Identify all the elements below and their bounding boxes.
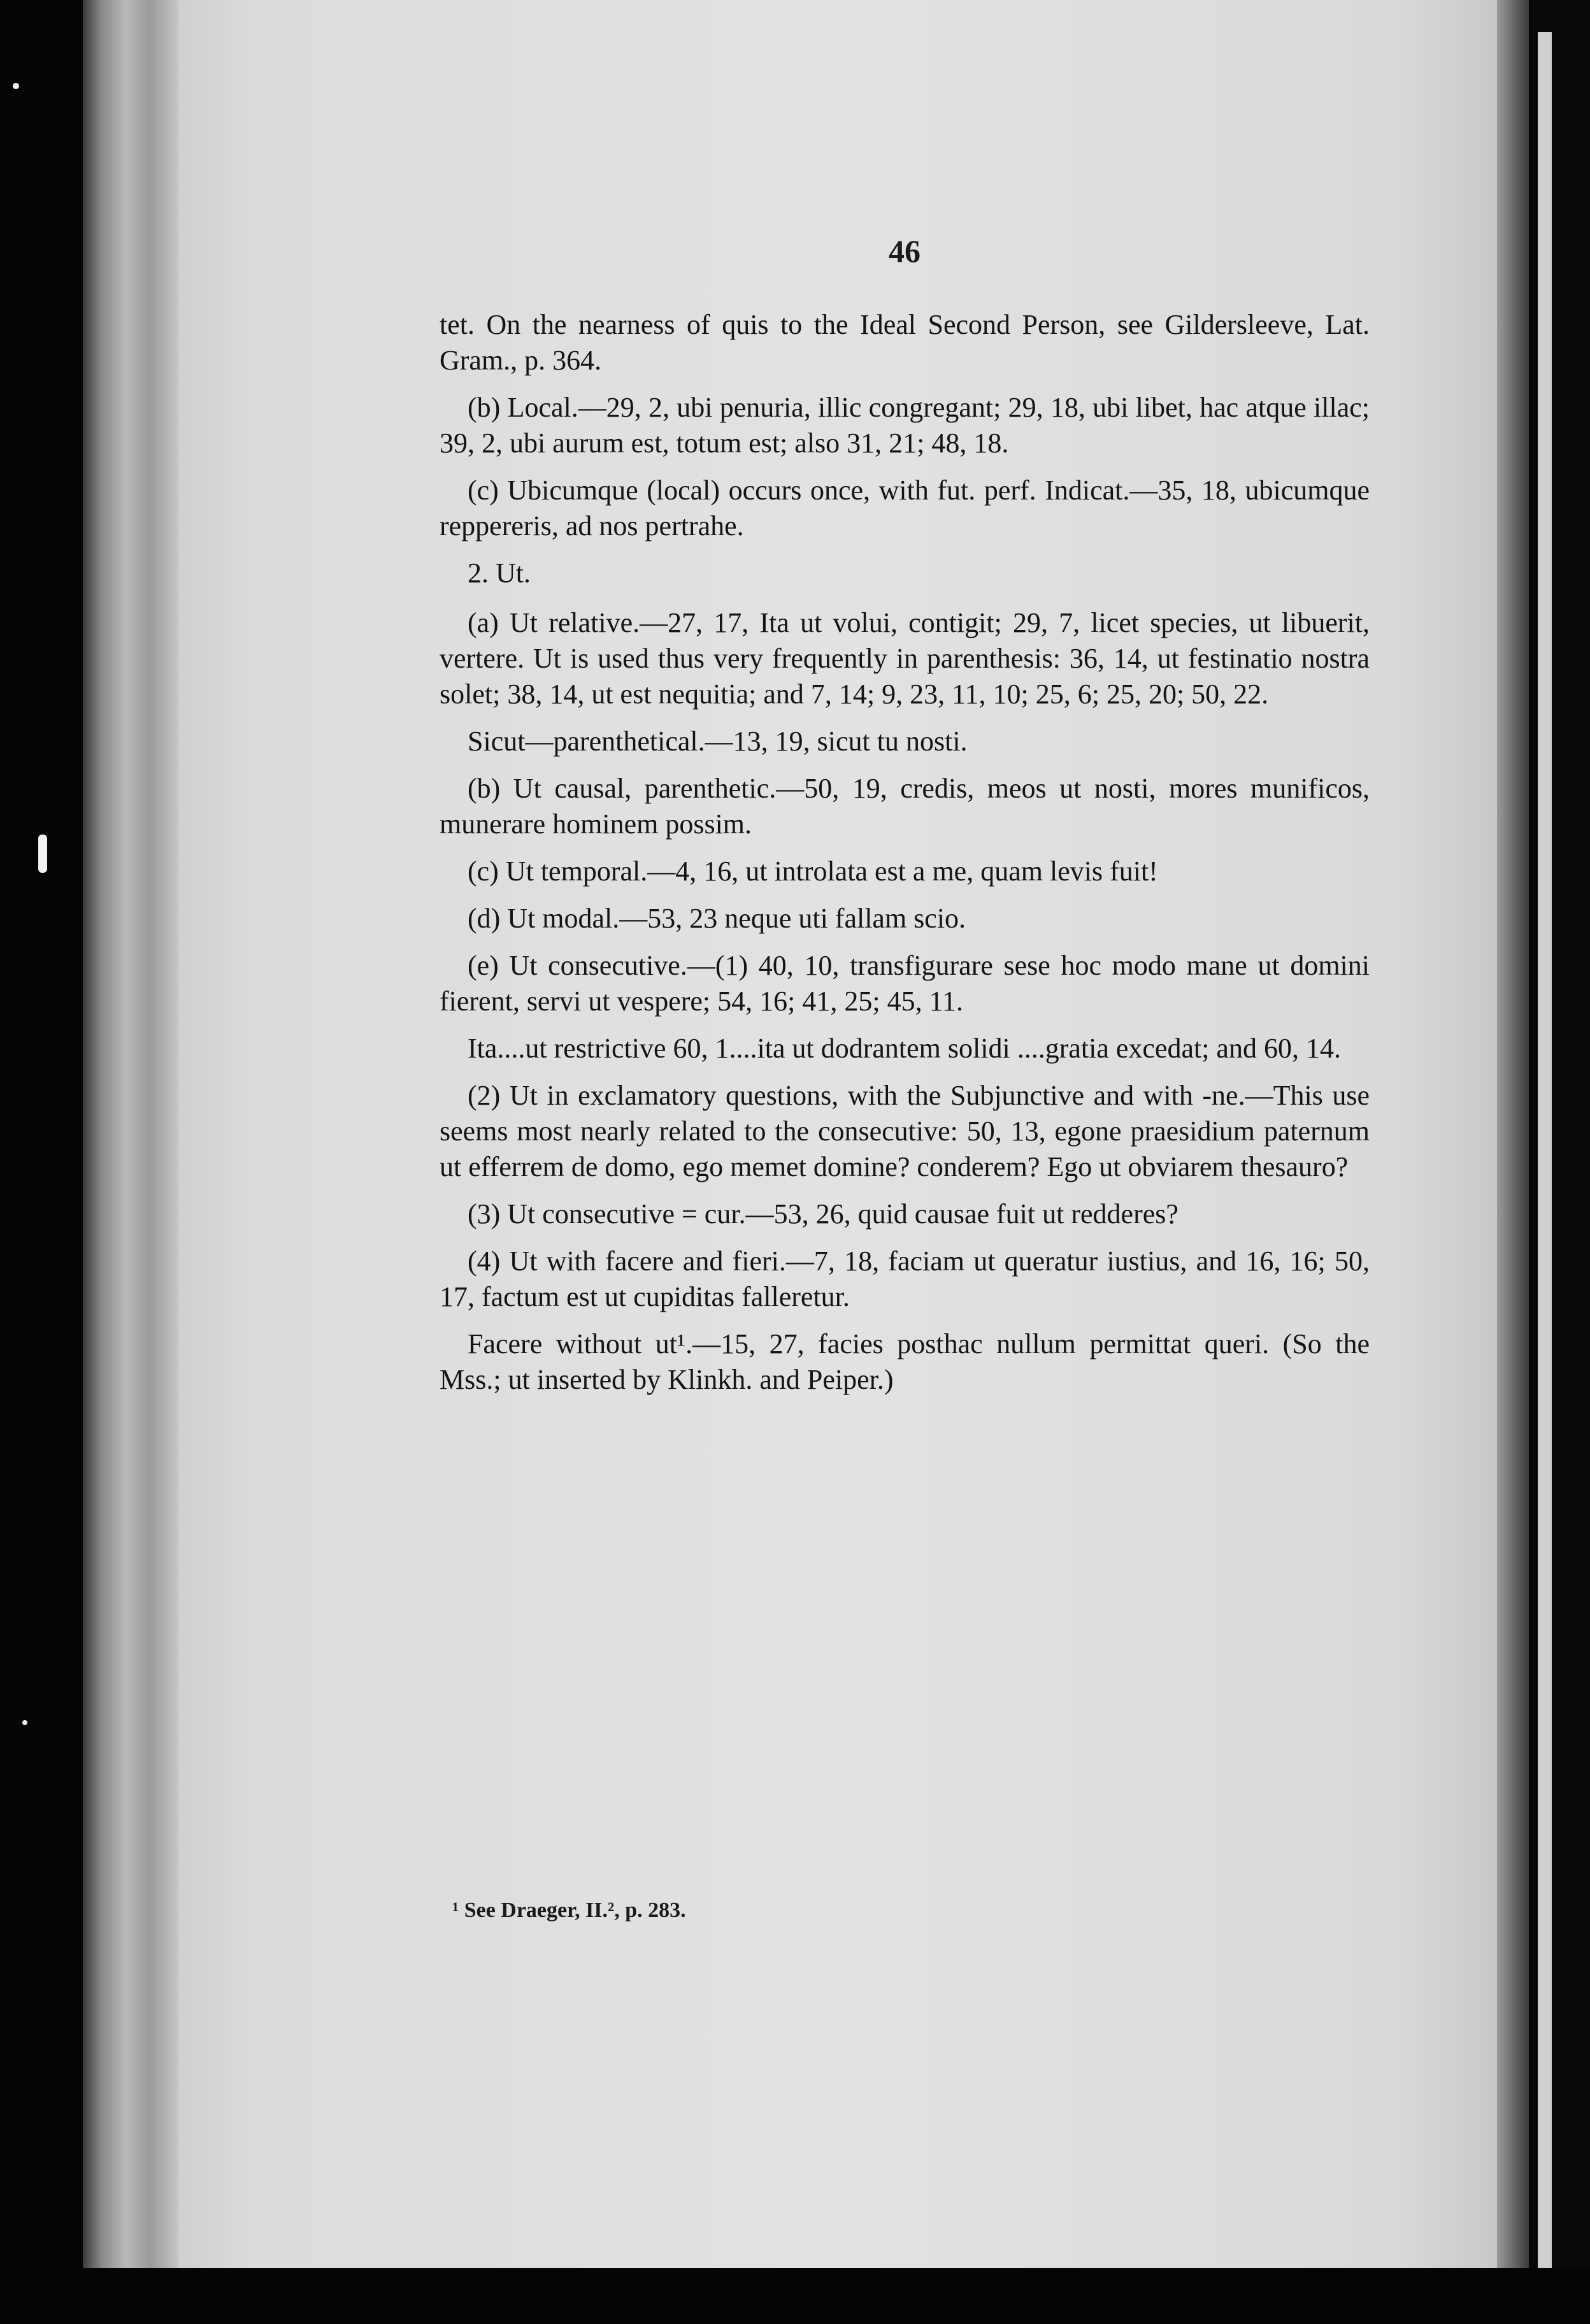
paragraph-ita-ut: Ita....ut restrictive 60, 1....ita ut dodrantem solidi ....gratia excedat; and 60, 14.	[468, 1033, 1341, 1064]
paragraph-facere-without-ut: Facere without ut¹.—15, 27, facies posthac nullum permittat queri. (So the Mss.; ut inserted by Klinkh. and Peiper.)	[440, 1328, 1370, 1395]
paragraph-ut-consecutive: (e) Ut consecutive.—(1) 40, 10, transfigurare sese hoc modo mane ut domini fierent, servi ut vespere; 54, 16; 41, 25; 45, 11.	[440, 950, 1370, 1017]
paragraph-ut-exclamatory: (2) Ut in exclamatory questions, with the Subjunctive and with -ne.—This use seems most nearly related to the consecutive: 50, 13, egone praesidium paternum ut efferrem de domo, ego memet domine? conderem? Ego ut obviarem thesauro?	[440, 1080, 1370, 1182]
paragraph-local: (b) Local.—29, 2, ubi penuria, illic congregant; 29, 18, ubi libet, hac atque illac; 39, 2, ubi aurum est, totum est; also 31, 21; 48, 18.	[440, 392, 1370, 459]
scan-border-bottom	[0, 2268, 1590, 2324]
paragraph-ut-relative: (a) Ut relative.—27, 17, Ita ut volui, contigit; 29, 7, licet species, ut libuerit, vertere. Ut is used thus very frequently in parenthesis: 36, 14, ut festinatio nostra solet; 38, 14, ut est nequitia; and 7, 14; 9, 23, 11, 10; 25, 6; 25, 20; 50, 22.	[440, 607, 1370, 710]
paragraph-sicut: Sicut—parenthetical.—13, 19, sicut tu nosti.	[468, 726, 968, 757]
book-page-edges	[83, 0, 178, 2268]
paragraph-ut-modal: (d) Ut modal.—53, 23 neque uti fallam scio.	[468, 903, 966, 934]
section-heading-ut: 2. Ut.	[468, 557, 531, 589]
footnote: ¹ See Draeger, II.², p. 283.	[452, 1898, 686, 1922]
scan-speck	[38, 835, 47, 873]
scan-speck	[22, 1720, 27, 1725]
scan-border-left	[0, 0, 83, 2324]
paragraph-ut-facere-fieri: (4) Ut with facere and fieri.—7, 18, faciam ut queratur iustius, and 16, 16; 50, 17, factum est ut cupiditas falleretur.	[440, 1245, 1370, 1312]
facing-page-sliver	[1538, 32, 1552, 2274]
paragraph-ut-causal: (b) Ut causal, parenthetic.—50, 19, credis, meos ut nosti, mores munificos, munerare hominem possim.	[440, 773, 1370, 840]
body-text	[440, 307, 1370, 1409]
paragraph-ut-temporal: (c) Ut temporal.—4, 16, ut introlata est a me, quam levis fuit!	[468, 856, 1158, 887]
scan-border-right	[1529, 0, 1590, 2324]
paragraph-ut-cur: (3) Ut consecutive = cur.—53, 26, quid causae fuit ut redderes?	[468, 1198, 1178, 1230]
page-number: 46	[889, 233, 920, 269]
paragraph-continuation: tet. On the nearness of quis to the Ideal Second Person, see Gildersleeve, Lat. Gram., p. 364.	[440, 309, 1370, 376]
scan-speck	[13, 83, 19, 89]
paragraph-ubicumque: (c) Ubicumque (local) occurs once, with fut. perf. Indicat.—35, 18, ubicumque reppereris, ad nos pertrahe.	[440, 475, 1370, 542]
book-gutter	[1497, 0, 1529, 2268]
